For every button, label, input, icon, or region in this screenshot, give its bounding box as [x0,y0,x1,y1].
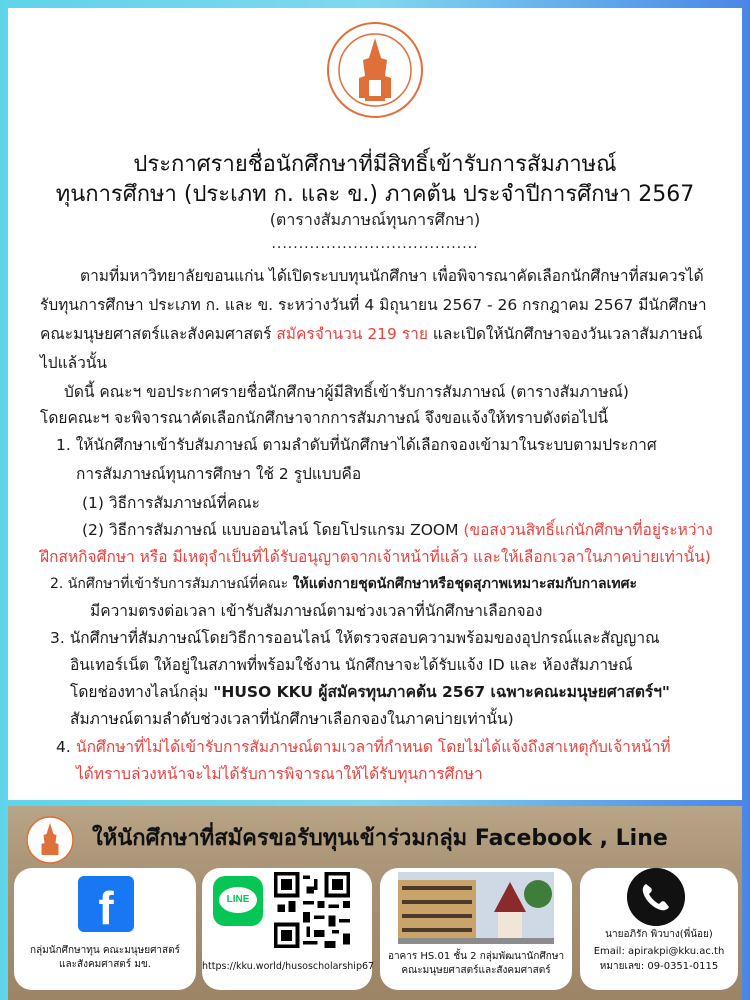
title-line1: ประกาศรายชื่อนักศึกษาที่มีสิทธิ์เข้ารับการสัมภาษณ์ [133,152,617,177]
line-icon-label: LINE [219,887,257,913]
facebook-caption-2: และสังคมศาสตร์ มข. [59,959,151,970]
item1-line5: ฝึกสหกิจศึกษา หรือ มีเหตุจำเป็นที่ได้รับอนุญาตจากเจ้าหน้าที่แล้ว และให้เลือกเวลาในภาคบ่ายเท่านั้น) [40,548,711,566]
p1-line2: รับทุนการศึกษา ประเภท ก. และ ข. ระหว่างวันที่ 4 มิถุนายน 2567 - 26 กรกฎาคม 2567 มีนักศึกษา [40,296,707,314]
p2-line1: บัดนี้ คณะฯ ขอประกาศรายชื่อนักศึกษาผู้มีสิทธิ์เข้ารับการสัมภาษณ์ (ตารางสัมภาษณ์) [64,383,629,401]
item3-line1: 3. นักศึกษาที่สัมภาษณ์โดยวิธีการออนไลน์ ให้ตรวจสอบความพร้อมของอุปกรณ์และสัญญาณ [50,629,660,647]
item4-number: 4. [56,738,71,756]
contact-email[interactable]: Email: apirakpi@kku.ac.th [593,946,725,957]
item3-line4: สัมภาษณ์ตามลำดับช่วงเวลาที่นักศึกษาเลือกจองในภาคบ่ายเท่านั้น) [70,710,514,728]
footer-heading: ให้นักศึกษาที่สมัครขอรับทุนเข้าร่วมกลุ่ม Facebook , Line [92,826,668,851]
item4-line2: ได้ทราบล่วงหน้าจะไม่ได้รับการพิจารณาให้ได้รับทุนการศึกษา [76,765,483,783]
item1-line4-note: (ขอสงวนสิทธิ์แก่นักศึกษาที่อยู่ระหว่าง [463,521,713,539]
p1-line3 [40,320,702,350]
office-building-photo [398,872,554,944]
title-line2: ทุนการศึกษา (ประเภท ก. และ ข.) ภาคต้น ประจำปีการศึกษา 2567 [55,182,695,207]
item4-line1: นักศึกษาที่ไม่ได้เข้ารับการสัมภาษณ์ตามเวลาที่กำหนด โดยไม่ได้แจ้งถึงสาเหตุกับเจ้าหน้าที่ [76,738,671,756]
item1-line3: (1) วิธีการสัมภาษณ์ที่คณะ [82,494,260,512]
office-caption-1: อาคาร HS.01 ชั้น 2 กลุ่มพัฒนานักศึกษา [387,951,565,962]
footer-faculty-logo [25,815,75,865]
item2-line1 [50,570,637,600]
title-divider: ...................................... [271,236,479,252]
line-group-name: "HUSO KKU ผู้สมัครทุนภาคต้น 2567 เฉพาะคณะมนุษยศาสตร์ฯ" [213,683,670,701]
item1-line2: การสัมภาษณ์ทุนการศึกษา ใช้ 2 รูปแบบคือ [76,465,362,483]
p2-line2: โดยคณะฯ จะพิจารณาคัดเลือกนักศึกษาจากการสัมภาษณ์ จึงขอแจ้งให้ทราบดังต่อไปนี้ [40,409,609,427]
line-group-url[interactable]: https://kku.world/husoscholarship67 [202,961,375,972]
facebook-icon[interactable]: f [78,876,134,932]
p1-line3-a: คณะมนุษยศาสตร์และสังคมศาสตร์ [40,325,277,343]
faculty-logo [325,20,425,120]
item3-line2: อินเทอร์เน็ต ให้อยู่ในสภาพที่พร้อมใช้งาน นักศึกษาจะได้รับแจ้ง ID และ ห้องสัมภาษณ์ [70,656,633,674]
contact-phone[interactable]: หมายเลข: 09-0351-0115 [599,961,719,972]
item2-line2: มีความตรงต่อเวลา เข้ารับสัมภาษณ์ตามช่วงเวลาที่นักศึกษาเลือกจอง [90,602,543,620]
item2-line1-a: 2. นักศึกษาที่เข้ารับการสัมภาษณ์ที่คณะ [50,576,293,592]
p1-line4: ไปแล้วนั้น [40,354,108,372]
contact-name: นายอภิรัก พิวบาง(พี่น้อย) [605,929,713,940]
item1-line4-a: (2) วิธีการสัมภาษณ์ แบบออนไลน์ โดยโปรแกรม ZOOM [82,521,464,539]
phone-icon[interactable] [627,868,685,926]
item3-line3 [70,678,670,708]
line-icon[interactable] [213,876,263,926]
office-caption-2: คณะมนุษยศาสตร์และสังคมศาสตร์ [401,965,551,976]
item1-line1: 1. ให้นักศึกษาเข้ารับสัมภาษณ์ ตามลำดับที่นักศึกษาได้เลือกจองเข้ามาในระบบตามประกาศ [56,436,657,454]
item1-line4 [82,516,713,546]
applicant-count: สมัครจำนวน 219 ราย [276,325,428,343]
facebook-caption-1: กลุ่มนักศึกษาทุน คณะมนุษยศาสตร์ [29,945,181,956]
qr-code-icon[interactable] [274,872,350,948]
item3-line3-a: โดยช่องทางไลน์กลุ่ม [70,683,214,701]
dress-code: ให้แต่งกายชุดนักศึกษาหรือชุดสุภาพเหมาะสมกับกาลเทศะ [292,576,638,592]
subtitle: (ตารางสัมภาษณ์ทุนการศึกษา) [269,210,481,229]
p1-line1: ตามที่มหาวิทยาลัยขอนแก่น ได้เปิดระบบทุนนักศึกษา เพื่อพิจารณาคัดเลือกนักศึกษาที่สมควรได้ [80,267,704,285]
p1-line3-c: และเปิดให้นักศึกษาจองวันเวลาสัมภาษณ์ [427,325,703,343]
